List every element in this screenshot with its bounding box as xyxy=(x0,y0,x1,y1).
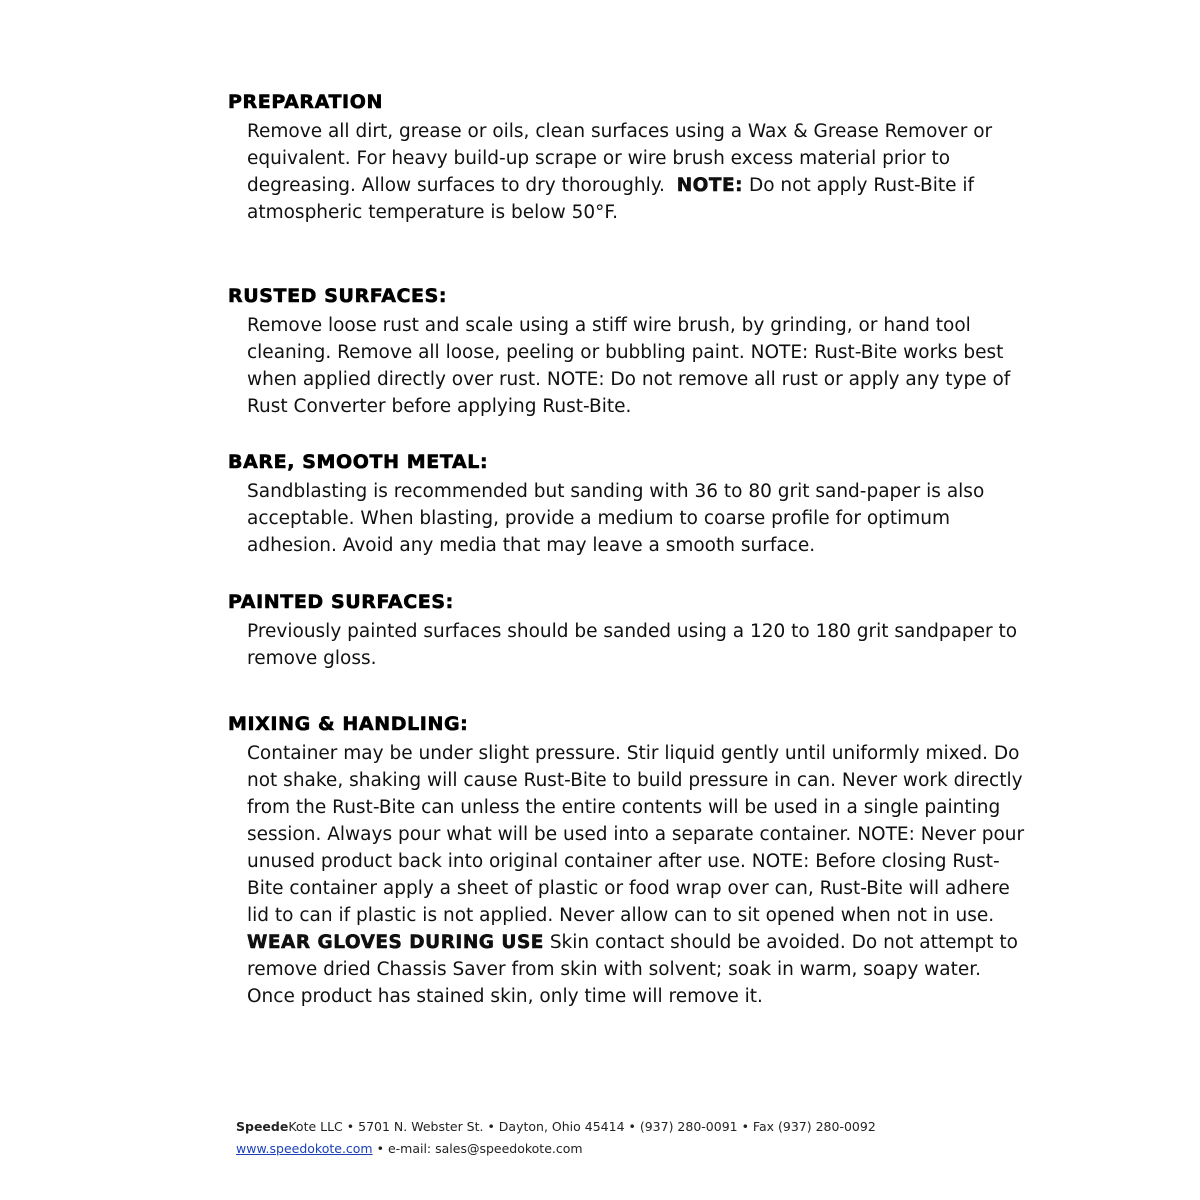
mixing-handling-body: Container may be under slight pressure. Stir liquid gently until uniformly mixed. Do not shake, shaking will cause Rust-Bite to build pressure in can. Never work directly from the Rust-Bite can unless the entire contents will be used in a single painting session. Always pour what will be used into a separate container. NOTE: Never pour unused product back into original container after use. NOTE: Before closing Rust-Bite container apply a sheet of plastic or food wrap over can, Rust-Bite will adhere lid to can if plastic is not applied. Never allow can to sit opened when not in use. xyxy=(247,743,1025,926)
painted-surfaces-text: Previously painted surfaces should be sanded using a 120 to 180 grit sandpaper to remove gloss. xyxy=(247,621,1018,669)
gloves-warning-text: Skin contact should be avoided. Do not attempt to remove dried Chassis Saver from skin with solvent; soak in warm, soapy water. Once product has stained skin, only time will remove it. xyxy=(247,932,1018,1007)
painted-surfaces-section xyxy=(228,590,1028,672)
bare-metal-text: Sandblasting is recommended but sanding with 36 to 80 grit sand-paper is also acceptable. When blasting, provide a medium to coarse profile for optimum adhesion. Avoid any media that may leave a smooth surface. xyxy=(247,481,985,556)
mixing-handling-text xyxy=(247,740,1027,1010)
preparation-body: Remove all dirt, grease or oils, clean surfaces using a Wax & Grease Remover or equivalent. For heavy build-up scrape or wire brush excess material prior to degreasing. Allow surfaces to dry thoroughly. xyxy=(247,121,993,196)
footer xyxy=(236,1116,876,1160)
bare-metal-section xyxy=(228,450,1028,559)
footer-address: • 5701 N. Webster St. • Dayton, Ohio 45414 • (937) 280-0091 • Fax (937) 280-0092 xyxy=(346,1119,876,1134)
website-link[interactable]: www.speedokote.com xyxy=(236,1141,373,1156)
mixing-handling-heading: MIXING & HANDLING: xyxy=(228,713,469,735)
rusted-surfaces-heading: RUSTED SURFACES: xyxy=(228,285,448,307)
painted-surfaces-heading: PAINTED SURFACES: xyxy=(228,591,454,613)
rusted-surfaces-text: Remove loose rust and scale using a stiff wire brush, by grinding, or hand tool cleaning. Remove all loose, peeling or bubbling paint. NOTE: Rust-Bite works best when applied directly over rust. NOTE: Do not remove all rust or apply any type of Rust Converter before applying Rust-Bite. xyxy=(247,315,1011,417)
preparation-section xyxy=(228,90,1028,226)
preparation-note-label: NOTE: xyxy=(676,175,744,196)
footer-brand-rest: Kote LLC xyxy=(288,1119,343,1134)
mixing-handling-section xyxy=(228,712,1028,1010)
gloves-warning-label: WEAR GLOVES DURING USE xyxy=(247,932,544,953)
footer-contact-line xyxy=(236,1138,876,1160)
footer-address-line xyxy=(236,1116,876,1138)
preparation-note-text: Do not apply Rust-Bite if atmospheric temperature is below 50°F. xyxy=(247,175,975,223)
preparation-text xyxy=(247,118,1027,226)
preparation-heading: PREPARATION xyxy=(228,91,383,113)
footer-email: • e-mail: sales@speedokote.com xyxy=(376,1141,583,1156)
bare-metal-heading: BARE, SMOOTH METAL: xyxy=(228,451,489,473)
footer-brand-bold: Speede xyxy=(236,1119,289,1134)
rusted-surfaces-section xyxy=(228,284,1028,420)
